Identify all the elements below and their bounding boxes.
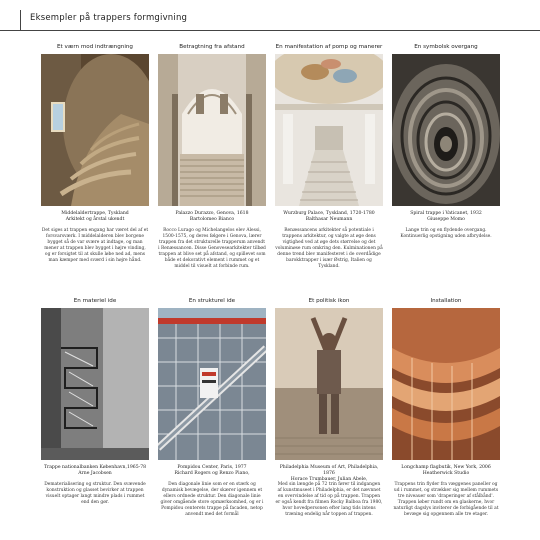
caption-title: Wurzburg Palace, Tyskland, 1720-1780 xyxy=(283,211,375,216)
caption-title: Middelaldertrappe, Tyskland xyxy=(61,211,129,216)
card-body: Rocco Lurago og Michelangelos elev Alessi, 1500-1575, og deres følgere i Genova, lærer trappen fra det strukturelle trapperum anvendt i Renæssancen. Disse Genovesearkitekter tilbød trappen at blive set på afstand, og spillevet som både et dekorativt element i rummet og et middel til visuelt at forbinde rum. xyxy=(158,228,266,269)
caption-title: Philadelphia Museum of Art, Philadelphia, 1876 xyxy=(279,465,379,476)
card-heading: Et politisk ikon xyxy=(308,298,350,304)
caption-title: Palazzo Durazzo, Genova, 1618 xyxy=(175,211,249,216)
card-heading: Installation xyxy=(430,298,462,304)
caption-architect: Heatherwick Studio xyxy=(422,471,470,476)
card-caption xyxy=(275,465,383,483)
card-heading: En materiel ide xyxy=(73,298,117,304)
card-caption xyxy=(41,465,149,477)
caption-architect: Horace Trumbauer, Julian Abele, xyxy=(290,477,368,482)
page-header xyxy=(0,0,540,32)
photo-vatican-spiral xyxy=(392,54,500,206)
card-caption xyxy=(275,211,383,223)
card-caption xyxy=(158,465,266,477)
card-heading: Et værn mod indtrængning xyxy=(57,44,133,50)
card-body: Det siges at trappen engang har været del af et forsvarsværk. I middelalderen blev borgene bygget så de var svære at indtage, og man mener at trappen blev bygget i højre vinding, og er forsigtet til at skulle løbe ned ad, mens man kæmper med sværd i sin højre hånd. xyxy=(41,228,149,263)
header-tick xyxy=(20,10,21,31)
caption-title: Longchamp flagbutik, New York, 2006 xyxy=(401,465,491,470)
photo-palazzo-stair xyxy=(158,54,266,206)
card-body: Med sin længde på 72 trin fører til indgangen af kunstmuseet i Philadelphia, er det nævnnet en overvindelse af tid op på trappen. Trappen er også kendt fra filmen Rocky Balboa fra 1980, hvor hovedpersonen efter lang tids intens træning endelig når toppen af trappen. xyxy=(275,482,383,517)
card-caption xyxy=(41,211,149,223)
card-heading: Betragtning fra afstand xyxy=(179,44,245,50)
header-rule xyxy=(0,30,540,31)
caption-title: Pompidou Center, Paris, 1977 xyxy=(177,465,247,470)
card-caption xyxy=(392,211,500,223)
card-caption xyxy=(158,211,266,223)
caption-architect: Bartolomeo Bianco xyxy=(189,217,235,222)
photo-nationalbanken-stair xyxy=(41,308,149,460)
caption-architect: Arkitekt og årstal ukendt xyxy=(65,217,125,222)
photo-wurzburg-stair xyxy=(275,54,383,206)
caption-architect: Richard Rogers og Renzo Piano, xyxy=(174,471,250,476)
card-body: Den diagonale linie som er en stærk og dynamisk bevægelse, der skærer igennem et ellers ordnede struktur. Den diagonale linie giver omgående store opmærksomhed, og er i Pompidou centerets trappe på facaden, netop anvendt med det formål xyxy=(160,482,264,517)
card-heading: En strukturel ide xyxy=(188,298,236,304)
card-body: Lange trin og en flydende overgang. Kontinuerlig opstigning uden afbrydelse. xyxy=(400,228,492,239)
caption-architect: Balthasar Neumann xyxy=(305,217,353,222)
card-body: Renæssancens arkitekter så potentiale i trappens arkitektur, og valgte at øge dens vigtighed ved at øge dets størrelse og det voluminøse rum omkring den. Kulminationen på denne trend blev manifesteret i de overdådige barokktrapper i især Østrig, Italien og Tyskland. xyxy=(275,228,383,269)
card-body: Dematerialisering og struktur. Den svævende konstruktion og glasset bevirker at trappen visuelt optager langt mindre plads i rummet end den gør. xyxy=(44,482,146,505)
card-heading: En manifestation af pomp og manerer xyxy=(275,44,383,50)
caption-architect: Giuseppe Momo xyxy=(427,217,465,222)
photo-longchamp-installation xyxy=(392,308,500,460)
caption-title: Spiral trappe i Vaticanet, 1932 xyxy=(410,211,482,216)
photo-rocky-steps xyxy=(275,308,383,460)
card-heading: En symbolsk overgang xyxy=(414,44,478,50)
page-title: Eksempler på trappers formgivning xyxy=(30,13,188,23)
caption-title: Trappe nationalbanken København,1965-78 xyxy=(43,465,147,470)
caption-architect: Arne Jacobsen xyxy=(78,471,112,476)
card-body: Trappens trin flyder fra væggenes paneller og ud i rummet, og strækker sig mellem rummets tre niveauer som 'draperinger af stålbånd'. Trappen løber rundt om en glaskerne, hvor naturligt dagslys inviterer de forbigående til at bevæge sig opgennem alle tre etager. xyxy=(393,482,499,517)
photo-medieval-spiral-stair xyxy=(41,54,149,206)
card-caption xyxy=(392,465,500,477)
photo-pompidou-facade xyxy=(158,308,266,460)
